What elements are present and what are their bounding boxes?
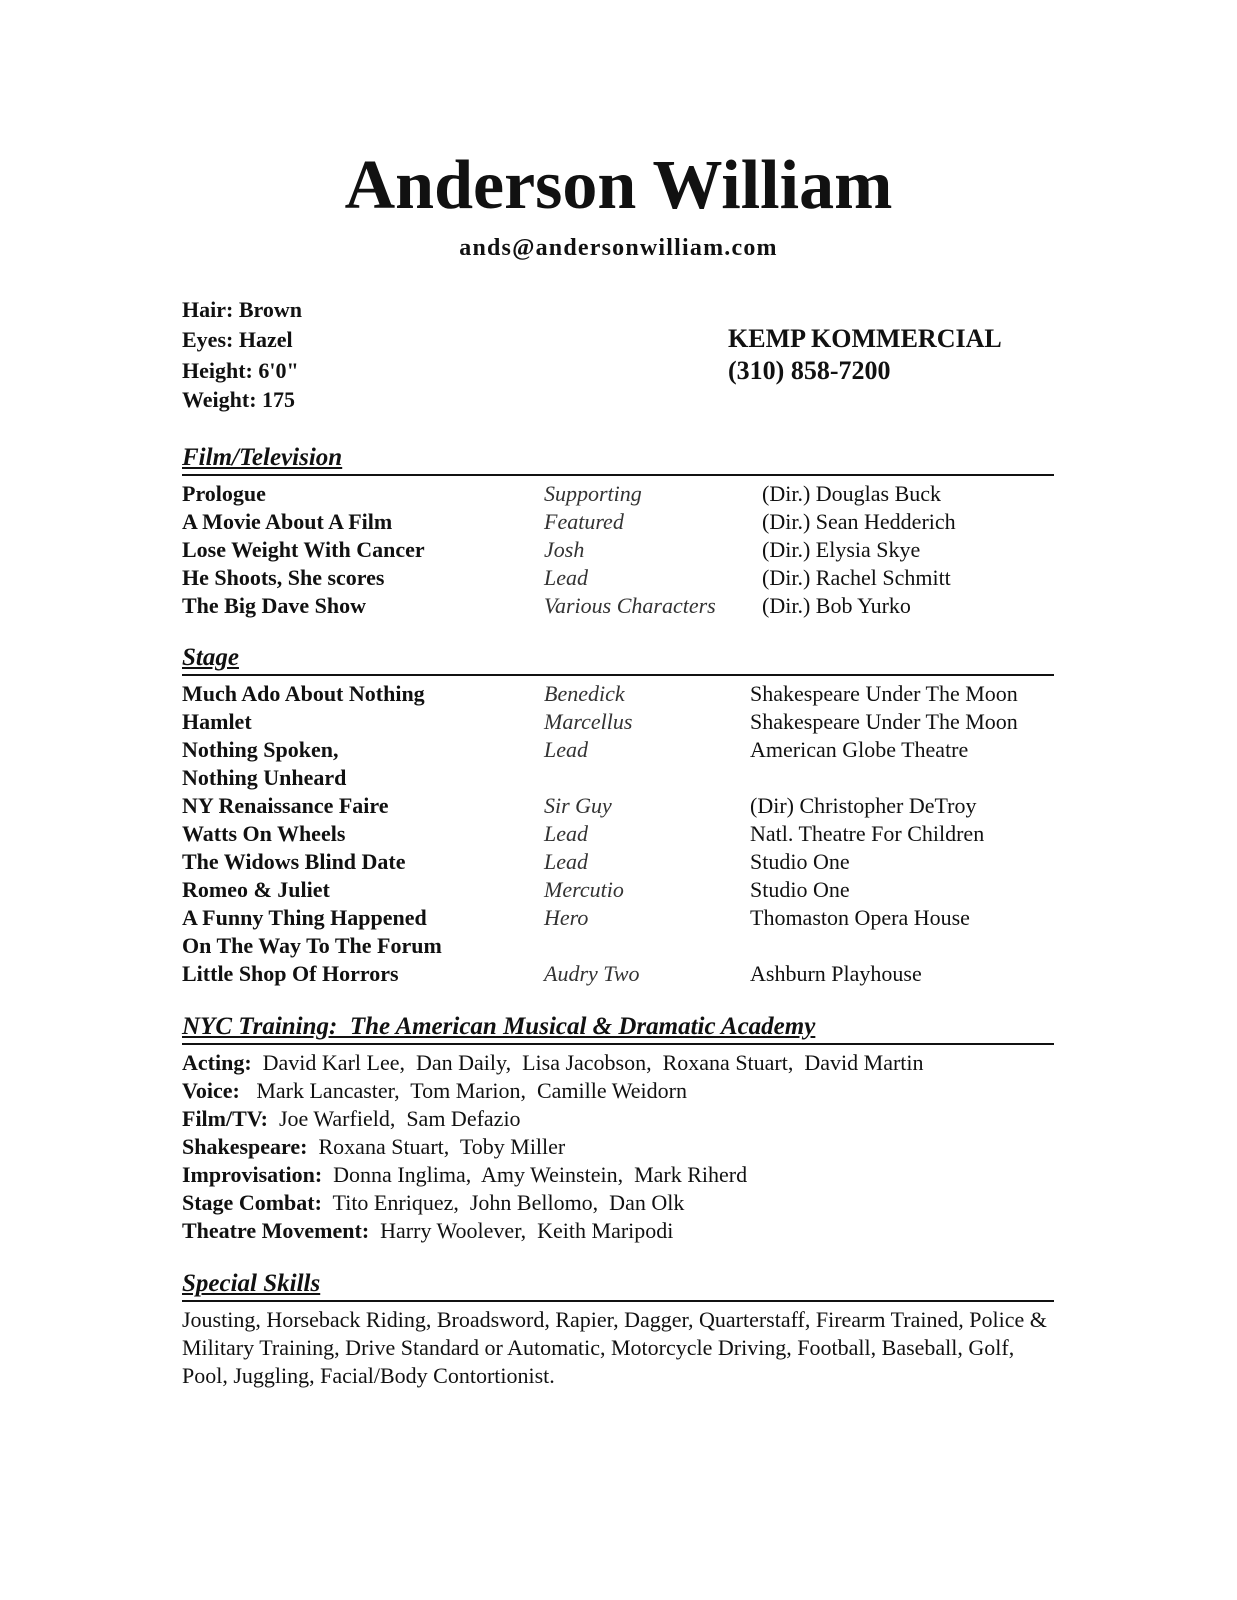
table-row	[182, 876, 1062, 904]
section-title-skills: Special Skills	[182, 1270, 321, 1297]
credit-role: Lead	[544, 821, 588, 846]
credit-title: Lose Weight With Cancer	[182, 537, 425, 562]
training-line	[182, 1077, 687, 1105]
table-row	[182, 708, 1062, 736]
credit-role: Lead	[544, 849, 588, 874]
stat-hair: Hair: Brown	[182, 297, 302, 322]
credit-director: (Dir.) Elysia Skye	[762, 537, 921, 562]
credit-role: Josh	[544, 537, 585, 562]
credit-venue: (Dir) Christopher DeTroy	[750, 793, 977, 818]
credit-title: Romeo & Juliet	[182, 877, 330, 902]
credit-role: Lead	[544, 737, 588, 762]
stat-weight: Weight: 175	[182, 387, 296, 412]
credit-venue: Natl. Theatre For Children	[750, 821, 985, 846]
credit-role: Hero	[544, 905, 589, 930]
credit-title: Nothing Unheard	[182, 765, 347, 790]
training-line	[182, 1105, 521, 1133]
credit-venue: Studio One	[750, 877, 850, 902]
table-row	[182, 764, 1062, 792]
credit-director: (Dir.) Rachel Schmitt	[762, 565, 951, 590]
resume-name: Anderson William	[344, 147, 893, 224]
training-line	[182, 1161, 747, 1189]
table-row	[182, 904, 1062, 932]
stat-height: Height: 6'0"	[182, 358, 299, 383]
credit-director: (Dir.) Sean Hedderich	[762, 509, 956, 534]
credit-title: Little Shop Of Horrors	[182, 961, 399, 986]
credit-venue: Shakespeare Under The Moon	[750, 709, 1018, 734]
training-names: Joe Warfield, Sam Defazio	[278, 1106, 521, 1131]
credit-title: Prologue	[182, 481, 266, 506]
section-title-training: NYC Training: The American Musical & Dramatic Academy	[182, 1013, 816, 1040]
skills-text: Jousting, Horseback Riding, Broadsword, Rapier, Dagger, Quarterstaff, Firearm Trained, Police & Military Training, Drive Standard or Automatic, Motorcycle Driving, Football, Baseball, Golf, Pool, Juggling, Facial/Body Contortionist.	[182, 1307, 1047, 1388]
training-label: Film/TV:	[182, 1106, 268, 1131]
training-label: Voice:	[182, 1078, 240, 1103]
section-divider	[182, 474, 1054, 476]
table-row	[182, 736, 1062, 764]
training-label: Shakespeare:	[182, 1134, 308, 1159]
credit-role: Benedick	[544, 681, 625, 706]
training-line	[182, 1217, 673, 1245]
agency-phone: (310) 858-7200	[728, 356, 891, 385]
stat-eyes: Eyes: Hazel	[182, 327, 293, 352]
training-names: David Karl Lee, Dan Daily, Lisa Jacobson, Roxana Stuart, David Martin	[262, 1050, 924, 1075]
training-label: Stage Combat:	[182, 1190, 322, 1215]
credit-venue: Thomaston Opera House	[750, 905, 970, 930]
credit-venue: Shakespeare Under The Moon	[750, 681, 1018, 706]
credit-director: (Dir.) Douglas Buck	[762, 481, 942, 506]
table-row	[182, 480, 1062, 508]
section-divider	[182, 674, 1054, 676]
credit-role: Lead	[544, 565, 588, 590]
credit-title: The Widows Blind Date	[182, 849, 406, 874]
credit-role: Featured	[544, 509, 624, 534]
training-line	[182, 1133, 565, 1161]
table-row	[182, 848, 1062, 876]
table-row	[182, 820, 1062, 848]
training-label: Acting:	[182, 1050, 252, 1075]
training-label: Improvisation:	[182, 1162, 323, 1187]
credit-venue: American Globe Theatre	[750, 737, 969, 762]
section-divider	[182, 1300, 1054, 1302]
credit-title: Watts On Wheels	[182, 821, 346, 846]
table-row	[182, 564, 1062, 592]
email-address: ands@andersonwilliam.com	[459, 235, 778, 261]
credit-title: A Funny Thing Happened	[182, 905, 427, 930]
credit-director: (Dir.) Bob Yurko	[762, 593, 911, 618]
training-names: Harry Woolever, Keith Maripodi	[380, 1218, 674, 1243]
credit-title: Much Ado About Nothing	[182, 681, 425, 706]
table-row	[182, 536, 1062, 564]
section-title-film: Film/Television	[182, 444, 343, 471]
credit-venue: Studio One	[750, 849, 850, 874]
credit-role: Audry Two	[544, 961, 640, 986]
table-row	[182, 592, 1062, 620]
credit-title: A Movie About A Film	[182, 509, 393, 534]
credit-title: Hamlet	[182, 709, 252, 734]
credit-title: Nothing Spoken,	[182, 737, 339, 762]
credit-title: He Shoots, She scores	[182, 565, 385, 590]
credit-role: Sir Guy	[544, 793, 612, 818]
table-row	[182, 960, 1062, 988]
credit-role: Mercutio	[544, 877, 624, 902]
credit-title: The Big Dave Show	[182, 593, 366, 618]
training-label: Theatre Movement:	[182, 1218, 370, 1243]
table-row	[182, 792, 1062, 820]
training-line	[182, 1189, 684, 1217]
training-names: Roxana Stuart, Toby Miller	[318, 1134, 566, 1159]
table-row	[182, 680, 1062, 708]
credit-title: NY Renaissance Faire	[182, 793, 389, 818]
section-divider	[182, 1043, 1054, 1045]
table-row	[182, 508, 1062, 536]
credit-role: Supporting	[544, 481, 642, 506]
table-row	[182, 932, 1062, 960]
credit-venue: Ashburn Playhouse	[750, 961, 922, 986]
credit-role: Various Characters	[544, 593, 716, 618]
training-names: Donna Inglima, Amy Weinstein, Mark Riherd	[333, 1162, 748, 1187]
section-title-stage: Stage	[182, 644, 239, 671]
training-names: Tito Enriquez, John Bellomo, Dan Olk	[332, 1190, 685, 1215]
training-names: Mark Lancaster, Tom Marion, Camille Weidorn	[256, 1078, 687, 1103]
credit-role: Marcellus	[544, 709, 633, 734]
agency-name: KEMP KOMMERCIAL	[728, 324, 1002, 353]
training-line	[182, 1049, 924, 1077]
credit-title: On The Way To The Forum	[182, 933, 442, 958]
